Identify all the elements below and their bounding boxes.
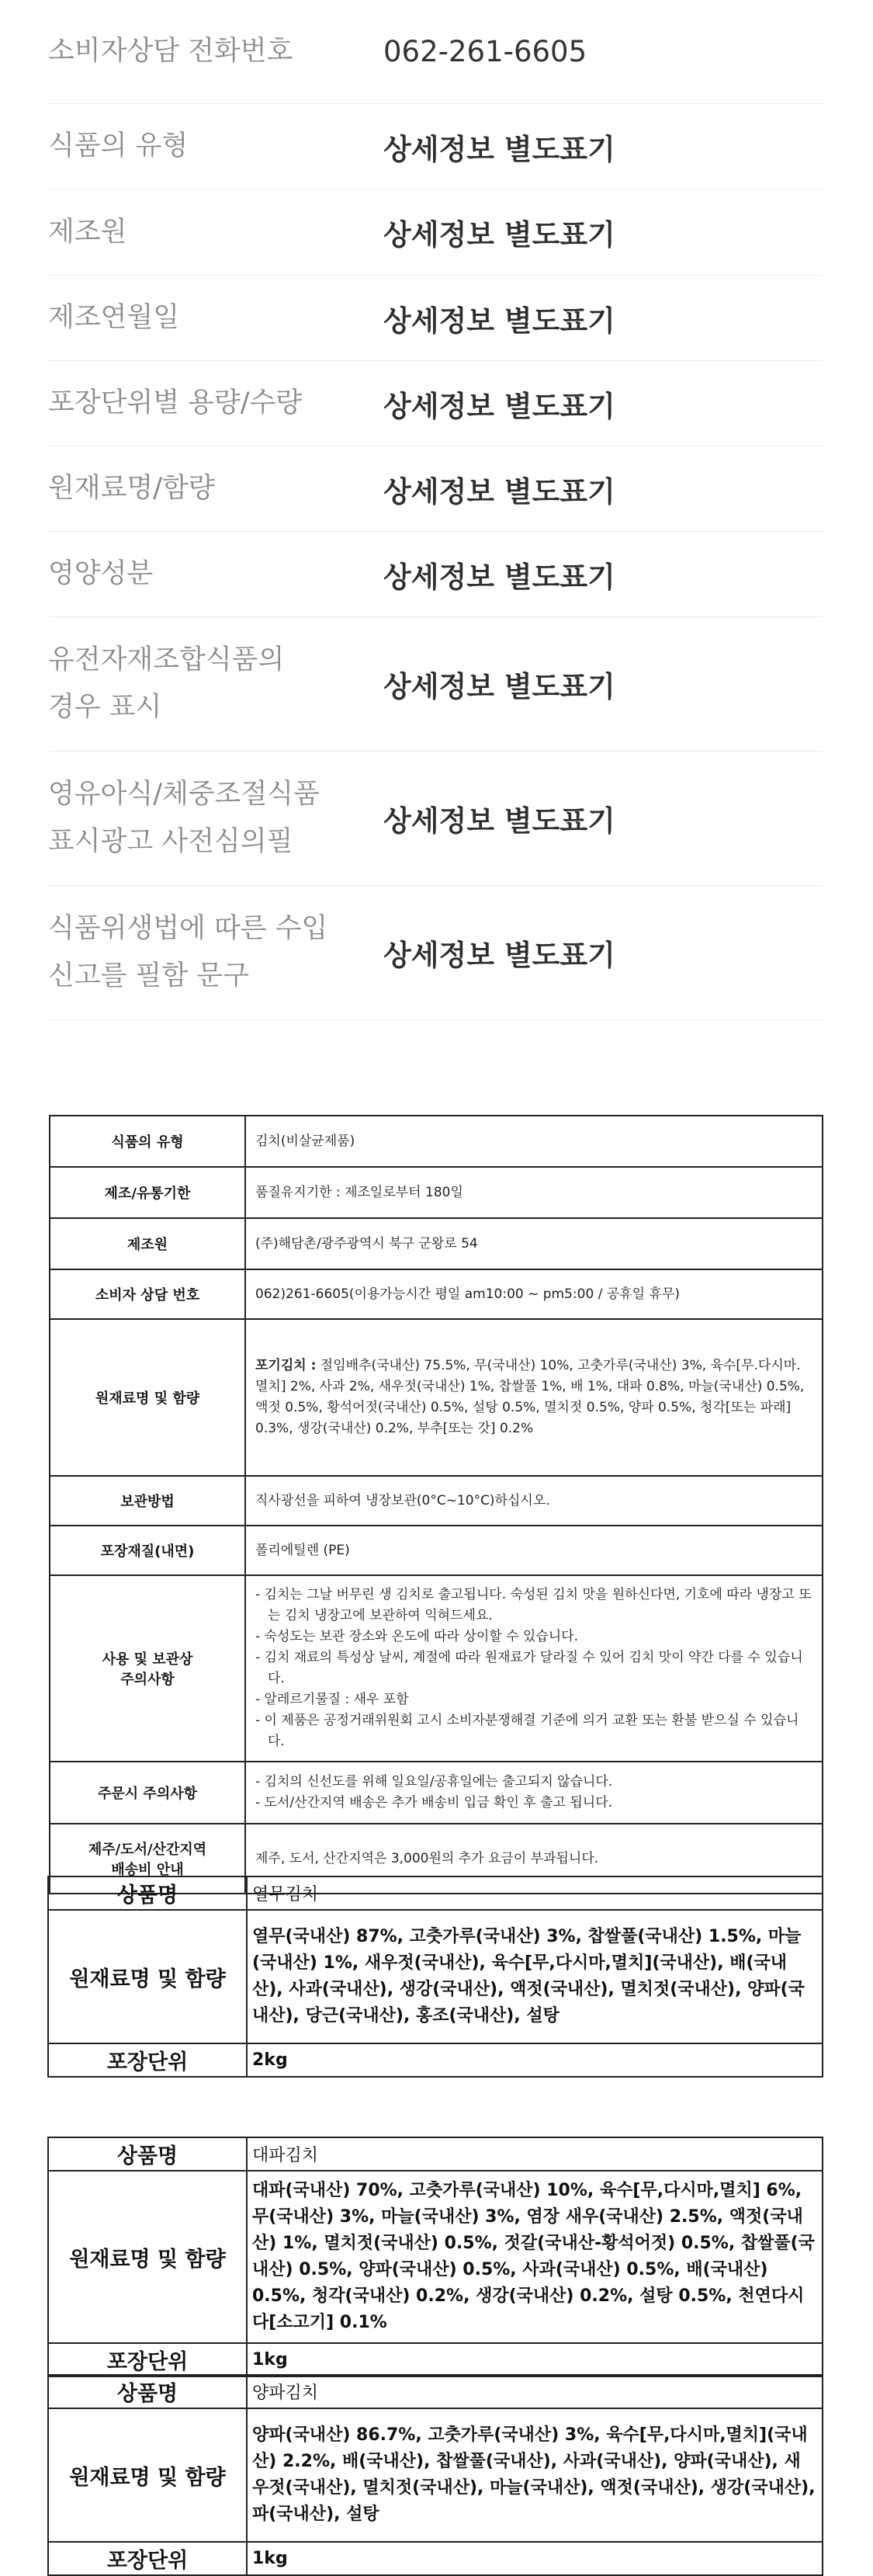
- list-item: - 김치는 그날 버무린 생 김치로 출고됩니다. 숙성된 김치 맛을 원하신다면, 기호에 따라 냉장고 또는 김치 냉장고에 보관하여 익혀드세요.: [255, 1587, 812, 1623]
- table-value: 폴리에틸렌 (PE): [245, 1526, 823, 1575]
- info-label: 식품의 유형: [48, 130, 189, 161]
- table-key: 제조원: [50, 1218, 245, 1269]
- product-ingredients: 양파(국내산) 86.7%, 고춧가루(국내산) 3%, 육수[무,다시마,멸치](국내산) 2.2%, 배(국내산), 찹쌀풀(국내산), 사과(국내산), 양파(국내산), 새우젓(국내산), 멸치젓(국내산), 마늘(국내산), 액젓(국내산), 생강(국내산), 파(국내산), 설탕: [247, 2408, 823, 2542]
- product-unit: 1kg: [247, 2542, 823, 2575]
- table-row: [48, 2375, 823, 2408]
- product-name: 대파김치: [247, 2137, 823, 2171]
- table-row: [50, 1167, 823, 1218]
- table-key-line: 제주/도서/산간지역: [88, 1842, 207, 1858]
- table-key: 상품명: [48, 2375, 247, 2408]
- table-key-line: 주의사항: [120, 1672, 175, 1688]
- table-row: [50, 1476, 823, 1526]
- table-row: [50, 1575, 823, 1762]
- info-row: [48, 446, 823, 532]
- table-value: [245, 1762, 823, 1824]
- product-name: 열무김치: [247, 1876, 823, 1910]
- table-key: 상품명: [48, 2137, 247, 2171]
- table-key: 포장단위: [48, 2542, 247, 2575]
- info-value: 상세정보 별도표기: [383, 560, 615, 594]
- info-label-line: 식품위생법에 따른 수입: [48, 913, 328, 944]
- table-value: 직사광선을 피하여 냉장보관(0°C~10°C)하십시오.: [245, 1476, 823, 1526]
- info-label-line: 영유아식/체중조절식품: [48, 779, 320, 810]
- info-label: [48, 637, 383, 731]
- info-value: 상세정보 별도표기: [383, 804, 615, 838]
- info-row: [48, 752, 823, 886]
- info-value: 상세정보 별도표기: [383, 389, 615, 423]
- table-key: 원재료명 및 함량: [48, 2408, 247, 2542]
- table-key: 소비자 상담 번호: [50, 1269, 245, 1319]
- product-name: 양파김치: [247, 2375, 823, 2408]
- product-table: [47, 2374, 823, 2576]
- table-value: 제주, 도서, 산간지역은 3,000원의 추가 요금이 부과됩니다.: [245, 1824, 823, 1894]
- table-row: [48, 2137, 823, 2171]
- product-info-list: [48, 0, 823, 1020]
- product-table: [47, 2137, 823, 2377]
- info-row: [48, 276, 823, 361]
- table-row: [48, 2171, 823, 2343]
- table-key-line: 사용 및 보관상: [102, 1651, 193, 1668]
- table-row: [48, 2343, 823, 2376]
- info-label-line: 유전자재조합식품의: [48, 644, 285, 675]
- info-row: [48, 886, 823, 1020]
- caution-list: [255, 1585, 812, 1752]
- table-row: [50, 1218, 823, 1269]
- ingredients-title: 포기김치 :: [255, 1358, 317, 1373]
- table-row: [50, 1116, 823, 1167]
- table-value: 품질유지기한 : 제조일로부터 180일: [245, 1167, 823, 1218]
- info-label-line: 경우 표시: [48, 692, 162, 723]
- table-row: [50, 1526, 823, 1575]
- table-row: [50, 1762, 823, 1824]
- info-row: [48, 104, 823, 189]
- table-value: 김치(비살균제품): [245, 1116, 823, 1167]
- table-key: 원재료명 및 함량: [48, 1910, 247, 2043]
- table-key: [50, 1575, 245, 1762]
- info-value: 상세정보 별도표기: [383, 939, 615, 972]
- table-row: [48, 1910, 823, 2043]
- table-value: 062)261-6605(이용가능시간 평일 am10:00 ~ pm5:00 / 공휴일 휴무): [245, 1269, 823, 1319]
- food-label-table: [49, 1115, 823, 1894]
- info-label: 제조연월일: [48, 302, 180, 333]
- phone-number[interactable]: 062-261-6605: [383, 35, 587, 68]
- table-key: 보관방법: [50, 1476, 245, 1526]
- table-row: [48, 2542, 823, 2575]
- info-row: [48, 0, 823, 104]
- product-unit: 2kg: [247, 2043, 823, 2077]
- table-key: 원재료명 및 함량: [48, 2171, 247, 2343]
- table-row: [50, 1319, 823, 1476]
- table-key: 식품의 유형: [50, 1116, 245, 1167]
- info-label-line: 신고를 필함 문구: [48, 960, 249, 991]
- info-row: [48, 617, 823, 752]
- table-key: 상품명: [48, 1876, 247, 1910]
- list-item: - 숙성도는 보관 장소와 온도에 따라 상이할 수 있습니다.: [255, 1629, 579, 1644]
- list-item: - 김치 재료의 특성상 날씨, 계절에 따라 원재료가 달라질 수 있어 김치 맛이 약간 다를 수 있습니다.: [255, 1650, 803, 1686]
- info-label: 제조원: [48, 216, 127, 248]
- info-label: [48, 771, 383, 866]
- list-item: - 도서/산간지역 배송은 추가 배송비 입금 확인 후 출고 됩니다.: [255, 1795, 613, 1810]
- product-table: [47, 1876, 823, 2078]
- info-label-line: 표시광고 사전심의필: [48, 826, 293, 857]
- info-label: 원재료명/함량: [48, 473, 215, 504]
- list-item: - 김치의 신선도를 위해 일요일/공휴일에는 출고되지 않습니다.: [255, 1774, 613, 1790]
- table-key: 주문시 주의사항: [50, 1762, 245, 1824]
- info-value: 상세정보 별도표기: [383, 670, 615, 703]
- table-row: [48, 1876, 823, 1910]
- info-value: 상세정보 별도표기: [383, 304, 615, 338]
- info-value: 상세정보 별도표기: [383, 218, 615, 252]
- info-label: 영양성분: [48, 558, 154, 589]
- table-value: [245, 1319, 823, 1476]
- table-key: 포장단위: [48, 2343, 247, 2376]
- table-row: [48, 2408, 823, 2542]
- info-row: [48, 189, 823, 276]
- info-value: 상세정보 별도표기: [383, 132, 615, 166]
- info-label: 소비자상담 전화번호: [48, 36, 293, 67]
- table-row: [48, 2043, 823, 2077]
- list-item: - 알레르기물질 : 새우 포함: [255, 1692, 409, 1707]
- table-key: 원재료명 및 함량: [50, 1319, 245, 1476]
- info-row: [48, 361, 823, 446]
- table-value: [245, 1575, 823, 1762]
- table-row: [50, 1269, 823, 1319]
- table-key: 포장단위: [48, 2043, 247, 2077]
- table-key: 포장재질(내면): [50, 1526, 245, 1575]
- info-label: [48, 905, 383, 1000]
- product-ingredients: 열무(국내산) 87%, 고춧가루(국내산) 3%, 찹쌀풀(국내산) 1.5%, 마늘(국내산) 1%, 새우젓(국내산), 육수[무,다시마,멸치](국내산), 배(국내산), 사과(국내산), 생강(국내산), 액젓(국내산), 멸치젓(국내산), 양파(국내산), 당근(국내산), 홍조(국내산), 설탕: [247, 1910, 823, 2043]
- table-key-line: 배송비 안내: [111, 1862, 184, 1878]
- table-value: (주)해담촌/광주광역시 북구 군왕로 54: [245, 1218, 823, 1269]
- table-key: 제조/유통기한: [50, 1167, 245, 1218]
- product-unit: 1kg: [247, 2343, 823, 2376]
- ingredients-text: 절임배추(국내산) 75.5%, 무(국내산) 10%, 고춧가루(국내산) 3%, 육수[무.다시마.멸치] 2%, 사과 2%, 새우젓(국내산) 1%, 찹쌀풀 1%, 배 1%, 대파 0.8%, 마늘(국내산) 0.5%, 액젓 0.5%, 황석어젓(국내산) 0.5%, 설탕 0.5%, 멸치젓 0.5%, 양파 0.5%, 청각[또는 파래] 0.3%, 생강(국내산) 0.2%, 부추[또는 갓] 0.2%: [255, 1358, 805, 1436]
- list-item: - 이 제품은 공정거래위원회 고시 소비자분쟁해결 기준에 의거 교환 또는 환불 받으실 수 있습니다.: [255, 1713, 799, 1749]
- info-value: 상세정보 별도표기: [383, 474, 615, 509]
- order-caution-list: [255, 1772, 812, 1814]
- product-ingredients: 대파(국내산) 70%, 고춧가루(국내산) 10%, 육수[무,다시마,멸치] 6%, 무(국내산) 3%, 마늘(국내산) 3%, 염장 새우(국내산) 2.5%, 액젓(국내산) 1%, 멸치젓(국내산) 0.5%, 젓갈(국내산-황석어젓) 0.5%, 찹쌀풀(국내산) 0.5%, 양파(국내산) 0.5%, 사과(국내산) 0.5%, 배(국내산) 0.5%, 청각(국내산) 0.2%, 생강(국내산) 0.2%, 설탕 0.5%, 천연다시다[소고기] 0.1%: [247, 2171, 823, 2343]
- info-label: 포장단위별 용량/수량: [48, 387, 303, 418]
- info-row: [48, 532, 823, 617]
